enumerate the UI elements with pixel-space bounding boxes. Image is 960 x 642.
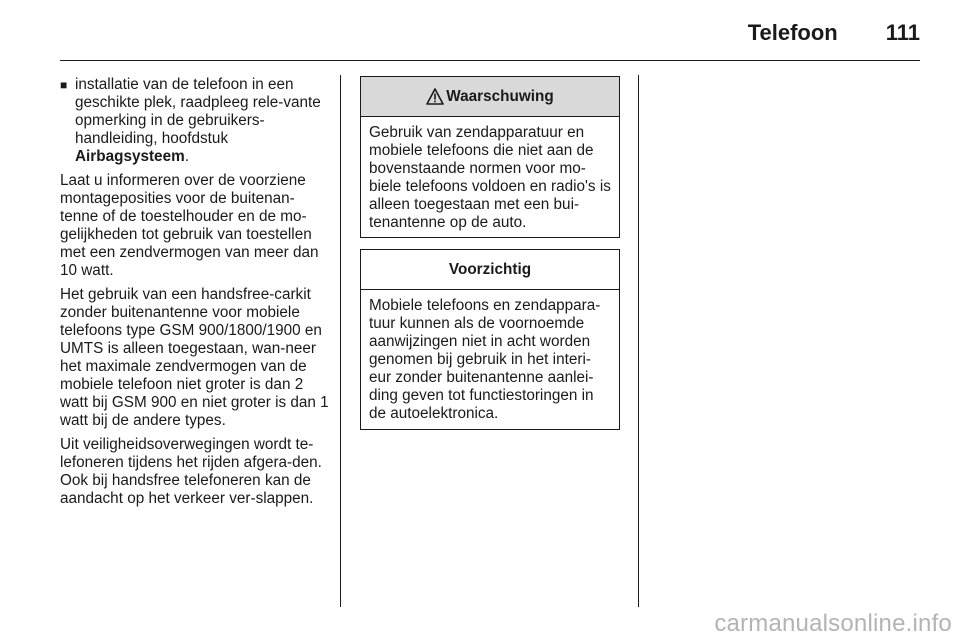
- caution-text: Mobiele telefoons en zendappara-tuur kunnen als de voornoemde aanwijzingen niet in acht worden genomen bij gebruik in het interi-eur zonder buitenantenne aanlei-ding geven tot functiestoringen in de autoelektronica.: [369, 297, 601, 422]
- caution-title: Voorzichtig: [448, 260, 532, 278]
- warning-triangle-icon: [426, 88, 444, 105]
- caution-box: [360, 249, 620, 430]
- warning-title: Waarschuwing: [446, 87, 554, 105]
- airbag-reference: Airbagsysteem: [75, 148, 185, 165]
- page-number: 111: [885, 20, 920, 45]
- warning-box-header: [361, 77, 619, 117]
- column-divider-left: [340, 75, 341, 607]
- section-title: Telefoon: [747, 20, 838, 45]
- watermark: carmanualsonline.info: [714, 610, 952, 637]
- paragraph-mounting: Laat u informeren over de voorziene montageposities voor de buitenan-tenne of de toestelhouder en de mo-gelijkheden tot gebruik van toestellen met een zendvermogen van meer dan 10 watt.: [60, 172, 319, 279]
- square-bullet-icon: ■: [60, 78, 68, 92]
- warning-text: Gebruik van zendapparatuur en mobiele telefoons die niet aan de bovenstaande normen voor mo-biele telefoons voldoen en radio's is alleen toegestaan met een bui-tenantenne op de auto.: [369, 124, 611, 231]
- column-divider-right: [638, 75, 639, 607]
- paragraph-safety: Uit veiligheidsoverwegingen wordt te-lefoneren tijdens het rijden afgera-den. Ook bij handsfree telefoneren kan de aandacht op het verkeer ver-slappen.: [60, 436, 322, 507]
- page-header: [748, 16, 920, 50]
- bullet-text: installatie van de telefoon in een geschikte plek, raadpleeg rele-vante opmerking in de gebruikers-handleiding, hoofdstuk Airbagsysteem.: [75, 76, 321, 165]
- warning-box: [360, 76, 620, 238]
- paragraph-handsfree: Het gebruik van een handsfree-carkit zonder buitenantenne voor mobiele telefoons type GSM 900/1800/1900 en UMTS is alleen toegestaan, wan-neer het maximale zendvermogen van de mobiele telefoon niet groter is dan 2 watt bij GSM 900 en niet groter is dan 1 watt bij de andere types.: [60, 286, 329, 429]
- left-column: [60, 76, 330, 514]
- caution-box-header: [361, 250, 619, 290]
- list-item: [60, 76, 330, 166]
- header-divider: [60, 60, 920, 61]
